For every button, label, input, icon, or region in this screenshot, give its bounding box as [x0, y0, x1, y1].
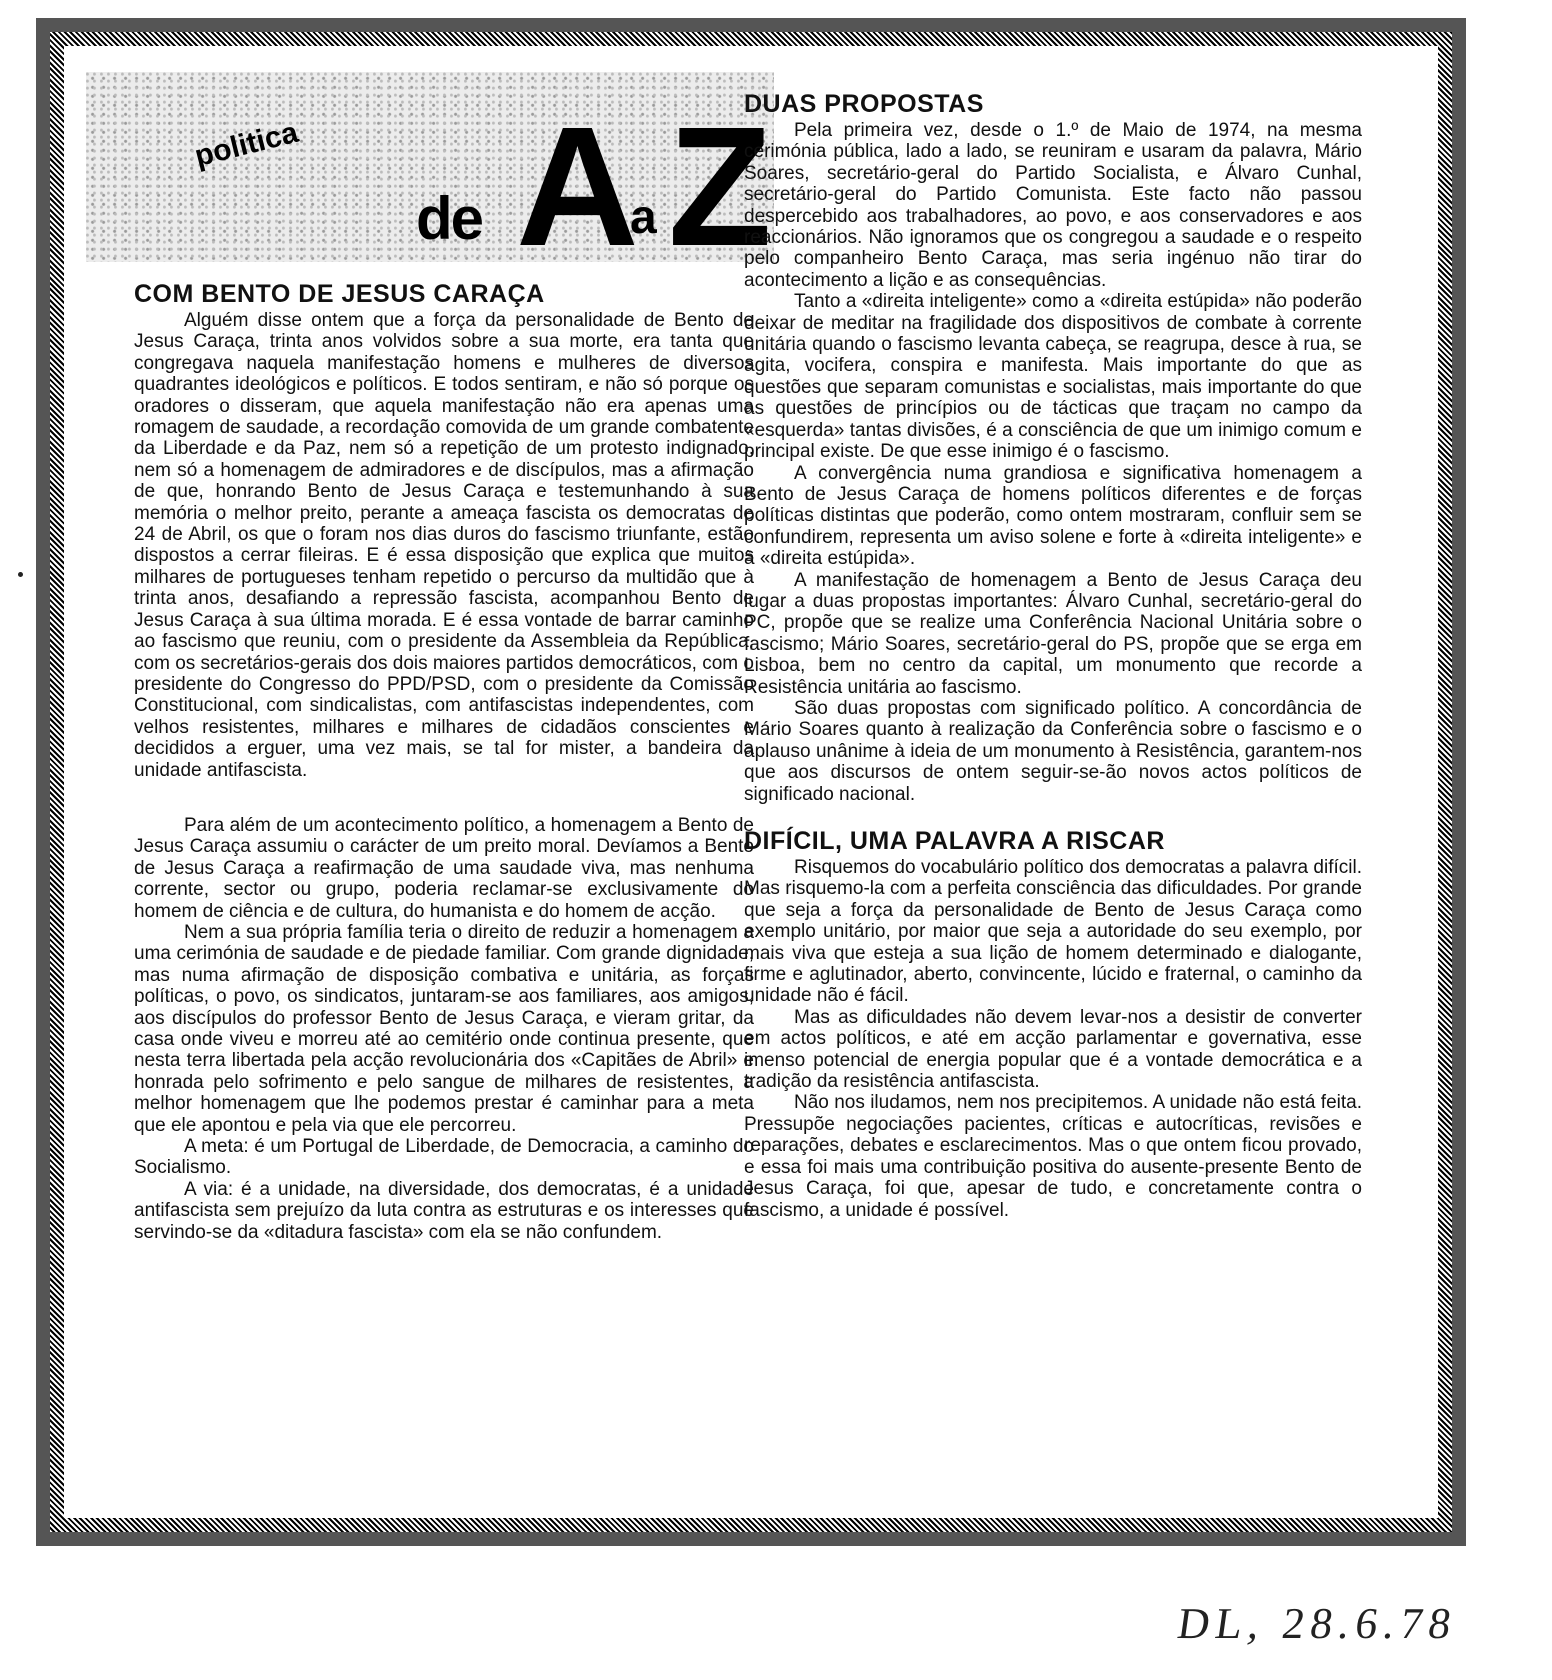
masthead-small-a: a	[630, 191, 657, 244]
masthead-politica: politica	[191, 115, 302, 174]
hatched-border-frame	[36, 18, 1466, 1546]
paragraph: Risquemos do vocabulário político dos democratas a palavra difícil. Mas risquemo-la com a perfeita consciência das dificuldades. Por grande que seja a força da personalidade de Bento de Jesus Caraça como exemplo unitário, por maior que seja a autoridade do seu exemplo, por mais viva que esteja a sua lição de homem determinado e dialogante, firme e aglutinador, aberto, convincente, lúcido e fraternal, o caminho da unidade não é fácil.	[744, 857, 1362, 1007]
masthead-de: de	[416, 185, 483, 252]
paragraph: A meta: é um Portugal de Liberdade, de Democracia, a caminho do Socialismo.	[134, 1136, 754, 1179]
paragraph: Pela primeira vez, desde o 1.º de Maio de 1974, na mesma cerimónia pública, lado a lado, se reuniram e usaram da palavra, Mário Soares, secretário-geral do Partido Socialista, e Álvaro Cunhal, secretário-geral do Partido Comunista. Este facto não passou despercebido aos trabalhadores, ao povo, e aos conservadores e aos reaccionários. Não ignoramos que os congregou a saudade e o respeito pelo companheiro Bento Caraça, mas seria ingénuo não tirar do acontecimento a lição e as consequências.	[744, 120, 1362, 291]
paragraph: A convergência numa grandiosa e significativa homenagem a Bento de Jesus Caraça de homens políticos diferentes e de forças políticas distintas que poderão, como ontem mostraram, confluir sem se confundirem, representa um aviso solene e forte à «direita inteligente» e à «direita estúpida».	[744, 462, 1362, 570]
paragraph: Tanto a «direita inteligente» como a «direita estúpida» não poderão deixar de meditar na fragilidade dos dispositivos de combate à corrente unitária quando o fascismo levanta cabeça, se reagrupa, desce à rua, se agita, vocifera, conspira e manifesta. Mais importante do que as questões que separam comunistas e socialistas, mais importante do que as questões de princípios ou de tácticas que traçam no campo da «esquerda» tantas divisões, é a consciência de que um inimigo comum e principal existe. De que esse inimigo é o fascismo.	[744, 291, 1362, 463]
masthead-banner	[86, 72, 774, 262]
masthead-big-a: A	[516, 92, 635, 262]
right-column	[744, 90, 1362, 1221]
paragraph: A manifestação de homenagem a Bento de Jesus Caraça deu lugar a duas propostas importantes: Álvaro Cunhal, secretário-geral do PC, propõe que se realize uma Conferência Nacional Unitária sobre o fascismo; Mário Soares, secretário-geral do PS, propõe que se erga em Lisboa, bem no centro da capital, um monumento que recorde a Resistência unitária ao fascismo.	[744, 569, 1362, 698]
article-page	[64, 46, 1438, 1518]
paragraph: Para além de um acontecimento político, a homenagem a Bento de Jesus Caraça assumiu o carácter de um preito moral. Devíamos a Bento de Jesus Caraça a reafirmação de uma saudade viva, mas nenhuma corrente, sector ou grupo, poderia reclamar-se exclusivamente do homem de ciência e de cultura, do humanista e do homem de acção.	[134, 814, 754, 922]
paragraph: Mas as dificuldades não devem levar-nos a desistir de converter em actos políticos, e até em acção parlamentar e governativa, esse imenso potencial de energia popular que é a vontade democrática e a tradição da resistência antifascista.	[744, 1006, 1362, 1093]
heading-com-bento: COM BENTO DE JESUS CARAÇA	[134, 280, 545, 308]
margin-dot	[18, 572, 23, 577]
heading-dificil: DIFÍCIL, UMA PALAVRA A RISCAR	[744, 827, 1165, 855]
paragraph: São duas propostas com significado político. A concordância de Mário Soares quanto à realização da Conferência sobre o fascismo e o aplauso unânime à ideia de um monumento à Resistência, garantem-nos que aos discursos de ontem seguir-se-ão novos actos políticos de significado nacional.	[744, 697, 1362, 805]
masthead-big-z: Z	[668, 92, 772, 262]
paragraph: A via: é a unidade, na diversidade, dos democratas, é a unidade antifascista sem prejuízo da luta contra as estruturas e os interesses que servindo-se da «ditadura fascista» com ela se não confundem.	[134, 1178, 754, 1243]
paragraph: Alguém disse ontem que a força da personalidade de Bento de Jesus Caraça, trinta anos volvidos sobre a sua morte, era tanta que congregava naquela manifestação homens e mulheres de diversos quadrantes ideológicos e políticos. E todos sentiram, e não só porque os oradores o disseram, que aquela manifestação não era apenas uma romagem de saudade, a recordação comovida de um grande combatente da Liberdade e da Paz, nem só a repetição de um protesto indignado, nem só a homenagem de admiradores e de discípulos, mas a afirmação de que, honrando Bento de Jesus Caraça e testemunhando à sua memória o melhor preito, perante a ameaça fascista os democratas de 24 de Abril, os que o foram nos dias duros do fascismo triunfante, estão dispostos a cerrar fileiras. E é essa disposição que explica que muitos milhares de portugueses tenham repetido o percurso da multidão que à trinta anos, desafiando a repressão fascista, acompanhou Bento de Jesus Caraça à sua última morada. E é essa vontade de barrar caminho ao fascismo que reuniu, com o presidente da Assembleia da República, com os secretários-gerais dos dois maiores partidos democráticos, com o presidente do Congresso do PPD/PSD, com o presidente da Comissão Constitucional, com sindicalistas, com antifascistas independentes, com velhos resistentes, milhares e milhares de cidadãos conscientes e decididos a erguer, uma vez mais, se tal for mister, a bandeira da unidade antifascista.	[134, 310, 754, 781]
paragraph: Nem a sua própria família teria o direito de reduzir a homenagem a uma cerimónia de saudade e de piedade familiar. Com grande dignidade, mas numa afirmação de disposição combativa e unitária, as forças políticas, o povo, os sindicatos, juntaram-se aos familiares, aos amigos, aos discípulos do professor Bento de Jesus Caraça, e vieram gritar, da casa onde viveu e morreu até ao cemitério onde continua presente, que nesta terra libertada pela acção revolucionária dos «Capitães de Abril» e honrada pelo sofrimento e pelo sangue de milhares de resistentes, a melhor homenagem que lhe podemos prestar é caminhar para a meta que ele apontou e pela via que ele percorreu.	[134, 921, 754, 1136]
left-column	[134, 280, 754, 1243]
handwritten-note: DL, 28.6.78	[1174, 1599, 1461, 1648]
heading-duas-propostas: DUAS PROPOSTAS	[744, 90, 984, 118]
paragraph: Não nos iludamos, nem nos precipitemos. A unidade não está feita. Pressupõe negociações pacientes, críticas e autocríticas, revisões e reparações, debates e esclarecimentos. Mas o que ontem ficou provado, e essa foi mais uma contribuição positiva do ausente-presente Bento de Jesus Caraça, foi que, apesar de tudo, e concretamente contra o fascismo, a unidade é possível.	[744, 1092, 1362, 1221]
